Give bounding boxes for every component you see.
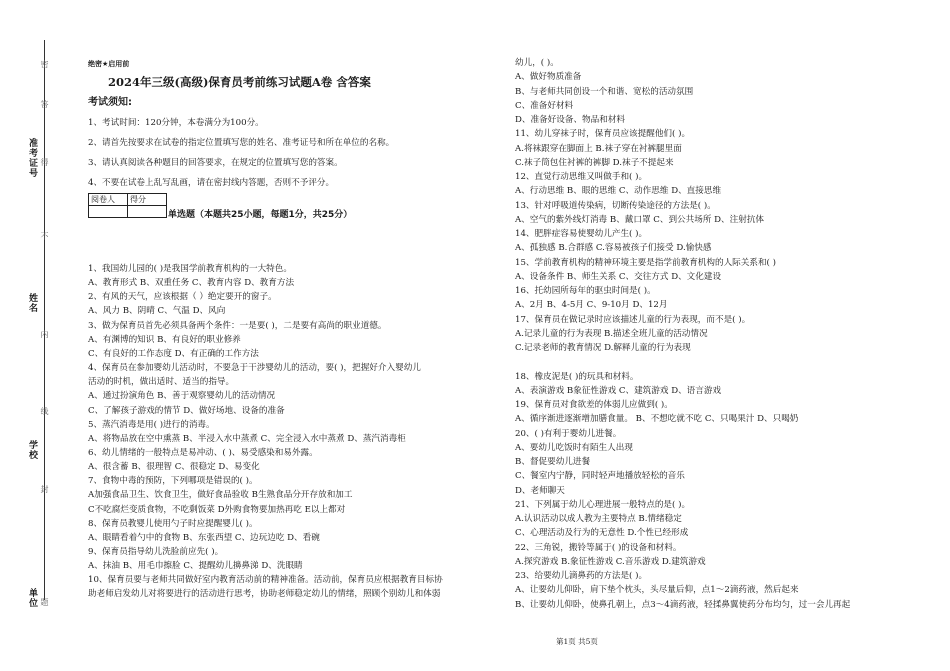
secret-label: 绝密★启用前 bbox=[88, 60, 130, 68]
question-line: 12、直觉行动思维又叫做手和( )。 bbox=[515, 172, 648, 182]
question-line: A、风力 B、阴晴 C、气温 D、风向 bbox=[88, 306, 226, 317]
question-line: 7、食物中毒的预防，下列哪项是错误的( )。 bbox=[88, 476, 258, 487]
question-line: A、2月 B、4-5月 C、9-10月 D、12月 bbox=[515, 300, 668, 311]
exam-page bbox=[88, 0, 938, 671]
question-line: C、餐室内宁静，同时轻声地播放轻松的音乐 bbox=[515, 471, 685, 482]
question-line: A、行动思维 B、眼的思维 C、动作思维 D、直接思维 bbox=[515, 186, 722, 197]
seal-mark: 封 bbox=[40, 485, 49, 493]
question-line: A、设备条件 B、师生关系 C、交往方式 D、文化建设 bbox=[515, 271, 722, 282]
score-input-cell[interactable] bbox=[128, 206, 167, 218]
question-line: C、了解孩子游戏的情节 D、做好场地、设备的准备 bbox=[88, 405, 285, 416]
score-table bbox=[88, 193, 167, 218]
seal-mark: 线 bbox=[40, 407, 49, 415]
question-line: 2、有风的天气，应该根据（ ）绝定要开的窗子。 bbox=[88, 292, 277, 303]
name-label: 姓名 bbox=[27, 293, 37, 313]
question-line: A、要幼儿吃饭时有陌生人出现 bbox=[515, 442, 633, 453]
question-line: A、循序渐进逐渐增加膳食量。 B、不想吃就不吃 C、只喝果汁 D、只喝奶 bbox=[515, 414, 799, 425]
page-footer: 第1页 共5页 bbox=[556, 637, 598, 646]
score-cell: 得分 bbox=[128, 194, 167, 206]
seal-mark: 密 bbox=[40, 60, 49, 68]
question-line: A、做好物质准备 bbox=[515, 72, 582, 83]
question-line: 活动的时机，做出适时、适当的指导。 bbox=[88, 377, 235, 388]
question-line: 16、托幼园所每年的驱虫时间是( )。 bbox=[515, 286, 656, 296]
question-line: C、心理活动及行为的无意性 D.个性已经形成 bbox=[515, 528, 689, 539]
page-title: 2024年三级(高级)保育员考前练习试题A卷 含答案 bbox=[108, 75, 371, 89]
question-line: A、空气的紫外线灯消毒 B、戴口罩 C、到公共场所 D、注射抗体 bbox=[515, 214, 765, 225]
question-line: 13、针对呼吸道传染病，切断传染途径的方法是( )。 bbox=[515, 200, 716, 211]
question-line: 17、保育员在做记录时应该描述儿童的行为表现，而不是( )。 bbox=[515, 314, 751, 325]
question-line: A、教育形式 B、双重任务 C、教育内容 D、教育方法 bbox=[88, 278, 295, 289]
question-line: A、将物品放在空中熏蒸 B、半浸入水中蒸煮 C、完全浸入水中蒸煮 D、蒸汽消毒柜 bbox=[88, 433, 406, 444]
question-line: A、表演游戏 B象征性游戏 C、建筑游戏 D、语言游戏 bbox=[515, 385, 722, 396]
question-line: A.记录儿童的行为表现 B.描述全班儿童的活动情况 bbox=[515, 328, 708, 339]
unit-label: 单位 bbox=[27, 588, 37, 608]
question-line: 9、保育员指导幼儿洗脸前应先( )。 bbox=[88, 547, 224, 557]
grader-cell: 阅卷人 bbox=[89, 194, 128, 206]
seal-mark: 答 bbox=[40, 100, 49, 108]
question-line: A、孤独感 B.合群感 C.容易被孩子们接受 D.愉快感 bbox=[515, 243, 712, 254]
notes-heading: 考试须知: bbox=[88, 97, 132, 108]
question-line: A.探究游戏 B.象征性游戏 C.音乐游戏 D.建筑游戏 bbox=[515, 556, 706, 567]
note-item: 1、考试时间：120分钟，本卷满分为100分。 bbox=[88, 118, 264, 128]
question-line: 6、幼儿情绪的一般特点是易冲动、( )、易受感染和易外露。 bbox=[88, 447, 318, 458]
question-line: B、与老师共同创设一个和谐、宽松的活动氛围 bbox=[515, 86, 694, 97]
question-line: A加强食品卫生、饮食卫生，做好食品验收 B生熟食品分开存放和加工 bbox=[88, 490, 353, 501]
question-line: 14、肥胖症容易使婴幼儿产生( )。 bbox=[515, 229, 648, 239]
question-line: A、很含蓄 B、很理智 C、很稳定 D、易变化 bbox=[88, 462, 260, 473]
note-item: 2、请首先按要求在试卷的指定位置填写您的姓名、准考证号和所在单位的名称。 bbox=[88, 138, 395, 148]
question-line: C.记录老师的教育情况 D.解释儿童的行为表现 bbox=[515, 343, 691, 353]
question-line: 19、保育员对食欲差的体弱儿应做到( )。 bbox=[515, 400, 673, 410]
question-line: 21、下列属于幼儿心理进展一般特点的是( )。 bbox=[515, 499, 691, 510]
grader-input-cell[interactable] bbox=[89, 206, 128, 218]
note-item: 3、请认真阅读各种题目的回答要求，在规定的位置填写您的答案。 bbox=[88, 158, 343, 168]
question-line: A、让要幼儿仰卧，肩下垫个枕头，头尽量后仰，点1～2滴药液，然后起来 bbox=[515, 585, 799, 596]
question-line: A、通过扮演角色 B、善于观察婴幼儿的活动情况 bbox=[88, 391, 276, 402]
seal-mark: 内 bbox=[40, 330, 49, 338]
question-line: 4、保育员在参加婴幼儿活动时，不要急于干涉婴幼儿的活动，要( )，把握好介入婴幼儿 bbox=[88, 363, 421, 374]
question-line: D、准备好设备、物品和材料 bbox=[515, 115, 626, 125]
question-line: 23、给要幼儿滴鼻药的方法是( )。 bbox=[515, 571, 648, 581]
question-line: B、让要幼儿仰卧，使鼻孔朝上，点3～4滴药液，轻揉鼻翼使药分布均匀，过一会儿再起 bbox=[515, 599, 851, 610]
binding-margin bbox=[0, 0, 72, 671]
question-line: A、抹油 B、用毛巾擦脸 C、提醒幼儿擤鼻涕 D、洗眼睛 bbox=[88, 561, 303, 572]
question-line: 15、学前教育机构的精神环境主要是指学前教育机构的人际关系和( ) bbox=[515, 257, 776, 268]
seal-mark: 题 bbox=[40, 598, 49, 606]
question-line: C不吃腐烂变质食物，不吃剩饭菜 D外购食物要加热再吃 E以上都对 bbox=[88, 504, 346, 515]
question-line: 20、( )有利于婴幼儿进餐。 bbox=[515, 428, 622, 439]
question-line: 1、我国幼儿园的( )是我国学前教育机构的一大特色。 bbox=[88, 264, 292, 274]
question-line: D、老师聊天 bbox=[515, 485, 565, 496]
question-line: A.认识活动以成人教为主要特点 B.情绪稳定 bbox=[515, 514, 682, 524]
seal-mark: 不 bbox=[40, 232, 49, 240]
question-line: 11、幼儿穿袜子时，保育员应该提醒他们( )。 bbox=[515, 129, 691, 140]
note-item: 4、不要在试卷上乱写乱画，请在密封线内答题，否则不予评分。 bbox=[88, 178, 335, 188]
question-line: C、准备好材料 bbox=[515, 100, 574, 111]
school-label: 学校 bbox=[27, 440, 37, 460]
question-line: 幼儿，( )。 bbox=[515, 58, 559, 68]
question-line: C、有良好的工作态度 D、有正确的工作方法 bbox=[88, 348, 259, 359]
question-line: 5、蒸汽消毒是用( )进行的消毒。 bbox=[88, 419, 215, 430]
question-line: 助老师启发幼儿对将要进行的活动进行思考，协助老师稳定幼儿的情绪，照顾个别幼儿和体弱 bbox=[88, 589, 441, 600]
exam-id-label: 准考证号 bbox=[27, 138, 37, 178]
question-line: 22、三角锐，搬铃等属于( )的设备和材料。 bbox=[515, 542, 682, 553]
question-line: 8、保育员教婴儿使用勺子时应提醒婴儿( )。 bbox=[88, 518, 258, 529]
seal-mark: 得 bbox=[40, 158, 49, 166]
question-line: A.将袜跟穿在脚面上 B.袜子穿在衬裤腿里面 bbox=[515, 143, 682, 154]
question-line: 10、保育员要与老师共同做好室内教育活动前的精神准备。活动前，保育员应根据教育目标协 bbox=[88, 575, 443, 586]
question-line: A、眼睛看着勺中的食物 B、东张西望 C、边玩边吃 D、看碗 bbox=[88, 532, 320, 543]
question-line: 18、橡皮泥是( )的玩具和材料。 bbox=[515, 371, 639, 382]
question-line: C.袜子筒包住衬裤的裤脚 D.袜子不提起来 bbox=[515, 157, 674, 168]
seal-line bbox=[44, 40, 45, 600]
question-line: 3、做为保育员首先必须具备两个条件：一是要( )，二是要有高尚的职业道德。 bbox=[88, 320, 387, 331]
section-title: 单选题（本题共25小题，每题1分，共25分） bbox=[168, 210, 353, 220]
question-line: B、督促要幼儿进餐 bbox=[515, 457, 591, 467]
question-line: A、有渊博的知识 B、有良好的职业修养 bbox=[88, 334, 241, 345]
